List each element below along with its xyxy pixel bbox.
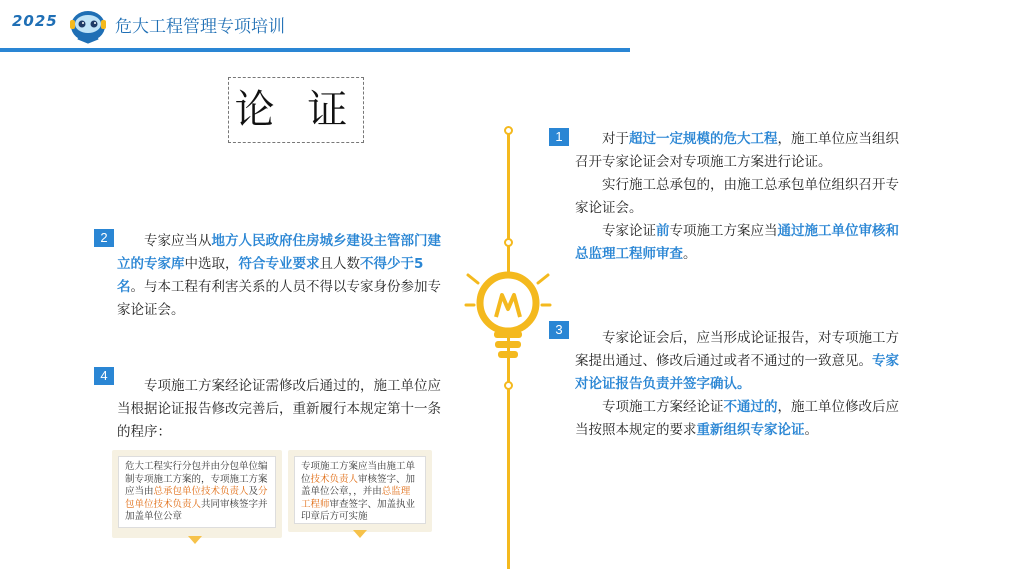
body-text: 。与本工程有利害关系的人员不得以专家身份参加专家论证会。 [117,279,441,318]
item-paragraph [575,128,905,174]
item-paragraph [575,174,905,220]
item-paragraph [575,327,907,396]
callout-body: 专项施工方案应当由施工单位 [301,461,416,485]
callout-body: 共同审核签字并加盖单位公章 [125,498,268,522]
timeline-dot [504,381,513,390]
body-text: 专项施工方案经论证 [602,399,724,415]
body-text: 专家应当从 [144,233,212,249]
callout-body: 危大工程实行分包并由分包单位编制专项施工方案的，专项施工方案应当由 [125,461,268,497]
item-number-badge: 2 [94,229,114,247]
callout-highlight: 总监理工程师 [301,486,411,510]
callout-box [288,450,432,532]
highlight-text: 前 [656,223,670,239]
highlight-text: 超过一定规模的危大工程 [629,131,778,147]
robot-mascot-icon [68,6,108,44]
slide-title: 论 证 [234,87,358,133]
header-title: 危大工程管理专项培训 [115,17,285,37]
body-text: ，施工单位修改后应当按照本规定的要求 [575,399,899,438]
callout-pointer [188,536,202,544]
item-number-badge: 1 [549,128,569,146]
item-3-text [575,327,907,442]
body-text: 实行施工总承包的，由施工总承包单位组织召开专家论证会。 [575,177,899,216]
item-paragraph [575,220,905,266]
callout-body: 审核签字、加盖单位公章，，并由 [301,473,416,497]
highlight-text: 不得少于5名 [117,256,424,295]
body-text: 且人数 [319,256,360,272]
highlight-text: 专家对论证报告负责并签字确认。 [575,353,899,392]
body-text: 专家论证 [602,223,656,239]
body-text: 专家论证会后，应当形成论证报告，对专项施工方案提出通过、修改后通过或者不通过的一致意见。 [575,330,899,369]
callout-pointer [353,530,367,538]
callout-text [294,456,426,524]
body-text: 中选取， [184,256,239,272]
item-2-text [117,230,447,322]
body-text: 专项施工方案经论证需修改后通过的，施工单位应当根据论证报告修改完善后，重新履行本规定第十一条的程序： [117,378,441,440]
slide-title-box [228,77,364,143]
item-paragraph [117,230,447,322]
lightbulb-icon [464,265,552,363]
item-number-badge: 4 [94,367,114,385]
body-text: ，施工单位应当组织召开专家论证会对专项施工方案进行论证。 [575,131,899,170]
body-text: 。 [804,422,818,438]
callout-body: 及 [248,486,259,497]
callout-text [118,456,276,528]
callout-highlight: 分包单位技术负责人 [125,486,268,510]
highlight-text: 符合专业要求 [238,256,320,272]
callout-body: 审查签字、加盖执业印章后方可实施 [301,498,416,522]
highlight-text: 地方人民政府住房城乡建设主管部门建立的专家库 [117,233,441,272]
item-paragraph [117,375,447,444]
callout-highlight: 总承包单位技术负责人 [153,486,249,497]
slide-header [0,0,1009,52]
header-year: 2025 [12,12,58,30]
item-number-badge: 3 [549,321,569,339]
timeline-dot [504,238,513,247]
callout-highlight: 技术负责人 [310,473,359,485]
highlight-text: 不通过的 [723,399,778,415]
timeline-dot [504,126,513,135]
item-1-text [575,128,905,266]
body-text: 。 [683,246,697,262]
item-paragraph [575,396,907,442]
highlight-text: 重新组织专家论证 [696,422,805,438]
highlight-text: 通过施工单位审核和总监理工程师审查 [575,223,899,262]
body-text: 专项施工方案应当 [669,223,778,239]
callout-box [112,450,282,538]
body-text: 对于 [602,131,629,147]
item-4-text [117,375,447,444]
header-divider [0,48,630,52]
